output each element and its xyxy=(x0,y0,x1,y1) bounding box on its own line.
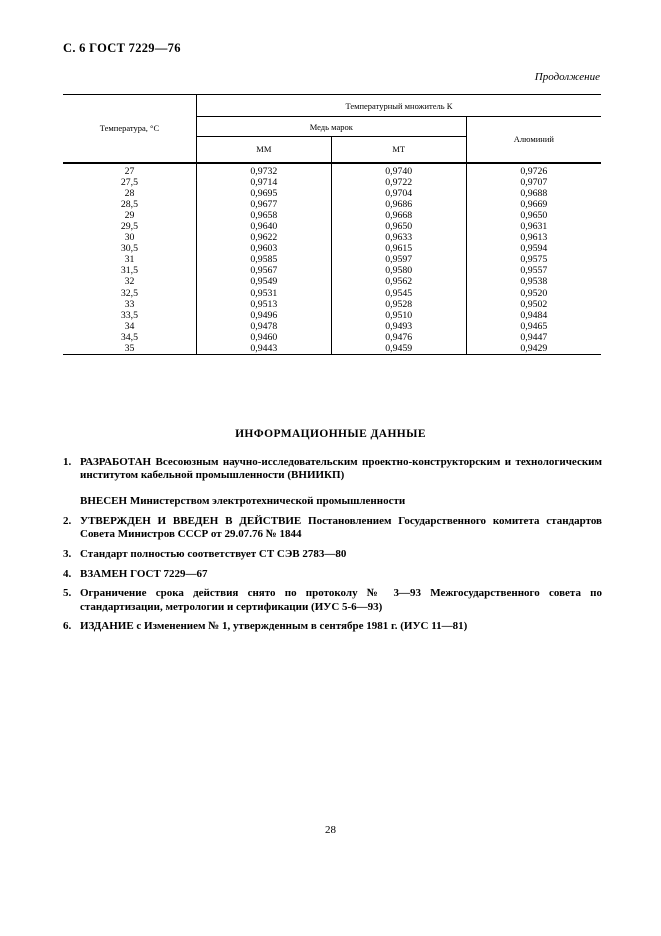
info-item xyxy=(63,620,602,633)
info-item-number: 3. xyxy=(63,548,72,561)
mm-cell: 0,9443 xyxy=(196,343,331,355)
info-item-body xyxy=(80,548,602,561)
temperature-multiplier-table xyxy=(63,94,601,355)
mt-cell: 0,9476 xyxy=(331,332,466,343)
aluminium-cell: 0,9538 xyxy=(520,276,548,288)
info-item-text: УТВЕРЖДЕН И ВВЕДЕН В ДЕЙСТВИЕ Постановлением Государственного комитета стандартов Совета Министров СССР от 29.07.76 № 1844 xyxy=(80,515,602,541)
table-row xyxy=(63,199,601,210)
table-row xyxy=(63,188,601,199)
info-item xyxy=(63,456,602,509)
aluminium-cell: 0,9669 xyxy=(520,198,548,210)
mt-cell: 0,9545 xyxy=(331,288,466,299)
page-number: 28 xyxy=(325,824,336,836)
temperature-cell: 30 xyxy=(63,232,196,243)
table-row xyxy=(63,288,601,299)
temperature-cell: 27 xyxy=(63,163,196,177)
temperature-cell: 29,5 xyxy=(63,221,196,232)
mt-cell: 0,9615 xyxy=(331,243,466,254)
col-header-multiplier: Температурный множитель К xyxy=(196,95,601,117)
mm-cell: 0,9732 xyxy=(196,163,331,177)
temperature-cell: 28,5 xyxy=(63,199,196,210)
data-table xyxy=(63,94,601,355)
mm-cell: 0,9622 xyxy=(196,232,331,243)
mt-cell: 0,9740 xyxy=(331,163,466,177)
table-row xyxy=(63,265,601,276)
info-item-body xyxy=(80,587,602,613)
aluminium-cell: 0,9502 xyxy=(520,298,548,310)
info-item xyxy=(63,568,602,581)
temperature-cell: 35 xyxy=(63,343,196,355)
temperature-cell: 29 xyxy=(63,210,196,221)
temperature-cell: 33,5 xyxy=(63,310,196,321)
info-item-body xyxy=(80,456,602,509)
table-row xyxy=(63,232,601,243)
temperature-cell: 34 xyxy=(63,321,196,332)
mt-cell: 0,9722 xyxy=(331,177,466,188)
mt-cell: 0,9562 xyxy=(331,276,466,287)
mm-cell: 0,9695 xyxy=(196,188,331,199)
info-item-number: 6. xyxy=(63,620,72,633)
mm-cell: 0,9677 xyxy=(196,199,331,210)
info-item-text: ВЗАМЕН ГОСТ 7229—67 xyxy=(80,567,208,580)
table-row xyxy=(63,163,601,177)
page-header-left: С. 6 ГОСТ 7229—76 xyxy=(63,41,181,55)
info-item xyxy=(63,515,602,541)
mm-cell: 0,9513 xyxy=(196,299,331,310)
info-item-number: 2. xyxy=(63,515,72,528)
continuation-label: Продолжение xyxy=(534,71,600,83)
table-row xyxy=(63,276,601,287)
table-row xyxy=(63,221,601,232)
table-row xyxy=(63,243,601,254)
temperature-cell: 34,5 xyxy=(63,332,196,343)
mm-cell: 0,9496 xyxy=(196,310,331,321)
aluminium-cell: 0,9429 xyxy=(520,343,548,354)
info-item-number: 1. xyxy=(63,456,72,468)
info-item-body xyxy=(80,568,602,581)
mt-cell: 0,9597 xyxy=(331,254,466,265)
temperature-cell: 33 xyxy=(63,299,196,310)
table-row xyxy=(63,299,601,310)
aluminium-cell: 0,9613 xyxy=(520,232,548,244)
info-item-number: 5. xyxy=(63,587,72,600)
mm-cell: 0,9549 xyxy=(196,276,331,287)
mm-cell: 0,9658 xyxy=(196,210,331,221)
aluminium-cell: 0,9484 xyxy=(520,309,548,321)
mm-cell: 0,9640 xyxy=(196,221,331,232)
info-item xyxy=(63,587,602,613)
aluminium-cell: 0,9726 xyxy=(466,163,601,177)
mm-cell: 0,9531 xyxy=(196,288,331,299)
mt-cell: 0,9668 xyxy=(331,210,466,221)
col-header-mt: МТ xyxy=(331,137,466,163)
mt-cell: 0,9510 xyxy=(331,310,466,321)
col-header-mm: ММ xyxy=(196,137,331,163)
mt-cell: 0,9633 xyxy=(331,232,466,243)
aluminium-cell: 0,9465 xyxy=(520,320,548,332)
mm-cell: 0,9567 xyxy=(196,265,331,276)
mm-cell: 0,9603 xyxy=(196,243,331,254)
mt-cell: 0,9686 xyxy=(331,199,466,210)
info-item-text: РАЗРАБОТАН Всесоюзным научно-исследовательским проектно-конструкторским и технологическим институтом кабельной промышленности (ВНИИКП) xyxy=(80,456,602,482)
temperature-cell: 31,5 xyxy=(63,265,196,276)
info-item-text: Ограничение срока действия снято по протоколу № 3—93 Межгосударственного совета по стандартизации, метрологии и сертификации (ИУС 5-6—93) xyxy=(80,587,602,613)
aluminium-cell: 0,9594 xyxy=(520,243,548,255)
mt-cell: 0,9580 xyxy=(331,265,466,276)
info-item-text: Стандарт полностью соответствует СТ СЭВ 2783—80 xyxy=(80,548,347,561)
table-row xyxy=(63,310,601,321)
info-section-title: ИНФОРМАЦИОННЫЕ ДАННЫЕ xyxy=(235,428,426,440)
aluminium-cell: 0,9631 xyxy=(520,220,548,232)
temperature-cell: 30,5 xyxy=(63,243,196,254)
info-item xyxy=(63,548,602,561)
aluminium-cell: 0,9707 xyxy=(520,176,548,188)
aluminium-cell: 0,9650 xyxy=(520,209,548,221)
mm-cell: 0,9585 xyxy=(196,254,331,265)
mt-cell: 0,9459 xyxy=(331,343,466,355)
aluminium-cell: 0,9447 xyxy=(520,331,548,343)
aluminium-cell: 0,9557 xyxy=(520,265,548,277)
info-list xyxy=(63,456,602,640)
temperature-cell: 31 xyxy=(63,254,196,265)
mt-cell: 0,9528 xyxy=(331,299,466,310)
info-item-body xyxy=(80,515,602,541)
mm-cell: 0,9460 xyxy=(196,332,331,343)
info-item-text: ИЗДАНИЕ с Изменением № 1, утвержденным в сентябре 1981 г. (ИУС 11—81) xyxy=(80,620,468,633)
aluminium-cell: 0,9575 xyxy=(520,254,548,266)
temperature-cell: 32 xyxy=(63,276,196,287)
col-header-temperature: Температура, °С xyxy=(63,95,196,163)
mt-cell: 0,9704 xyxy=(331,188,466,199)
aluminium-cell: 0,9688 xyxy=(520,187,548,199)
table-row xyxy=(63,210,601,221)
table-row xyxy=(63,343,601,355)
table-row xyxy=(63,332,601,343)
aluminium-cell: 0,9520 xyxy=(520,287,548,299)
table-body xyxy=(63,163,601,355)
col-header-aluminium: Алюминий xyxy=(513,134,554,145)
mt-cell: 0,9650 xyxy=(331,221,466,232)
temperature-cell: 32,5 xyxy=(63,288,196,299)
mm-cell: 0,9478 xyxy=(196,321,331,332)
table-row xyxy=(63,177,601,188)
mt-cell: 0,9493 xyxy=(331,321,466,332)
col-header-copper: Медь марок xyxy=(196,117,466,137)
temperature-cell: 28 xyxy=(63,188,196,199)
table-row xyxy=(63,321,601,332)
mm-cell: 0,9714 xyxy=(196,177,331,188)
info-item-body xyxy=(80,620,602,633)
table-row xyxy=(63,254,601,265)
temperature-cell: 27,5 xyxy=(63,177,196,188)
info-item-number: 4. xyxy=(63,567,72,580)
info-item-subtext: ВНЕСЕН Министерством электротехнической промышленности xyxy=(80,495,406,508)
table-header xyxy=(63,95,601,163)
